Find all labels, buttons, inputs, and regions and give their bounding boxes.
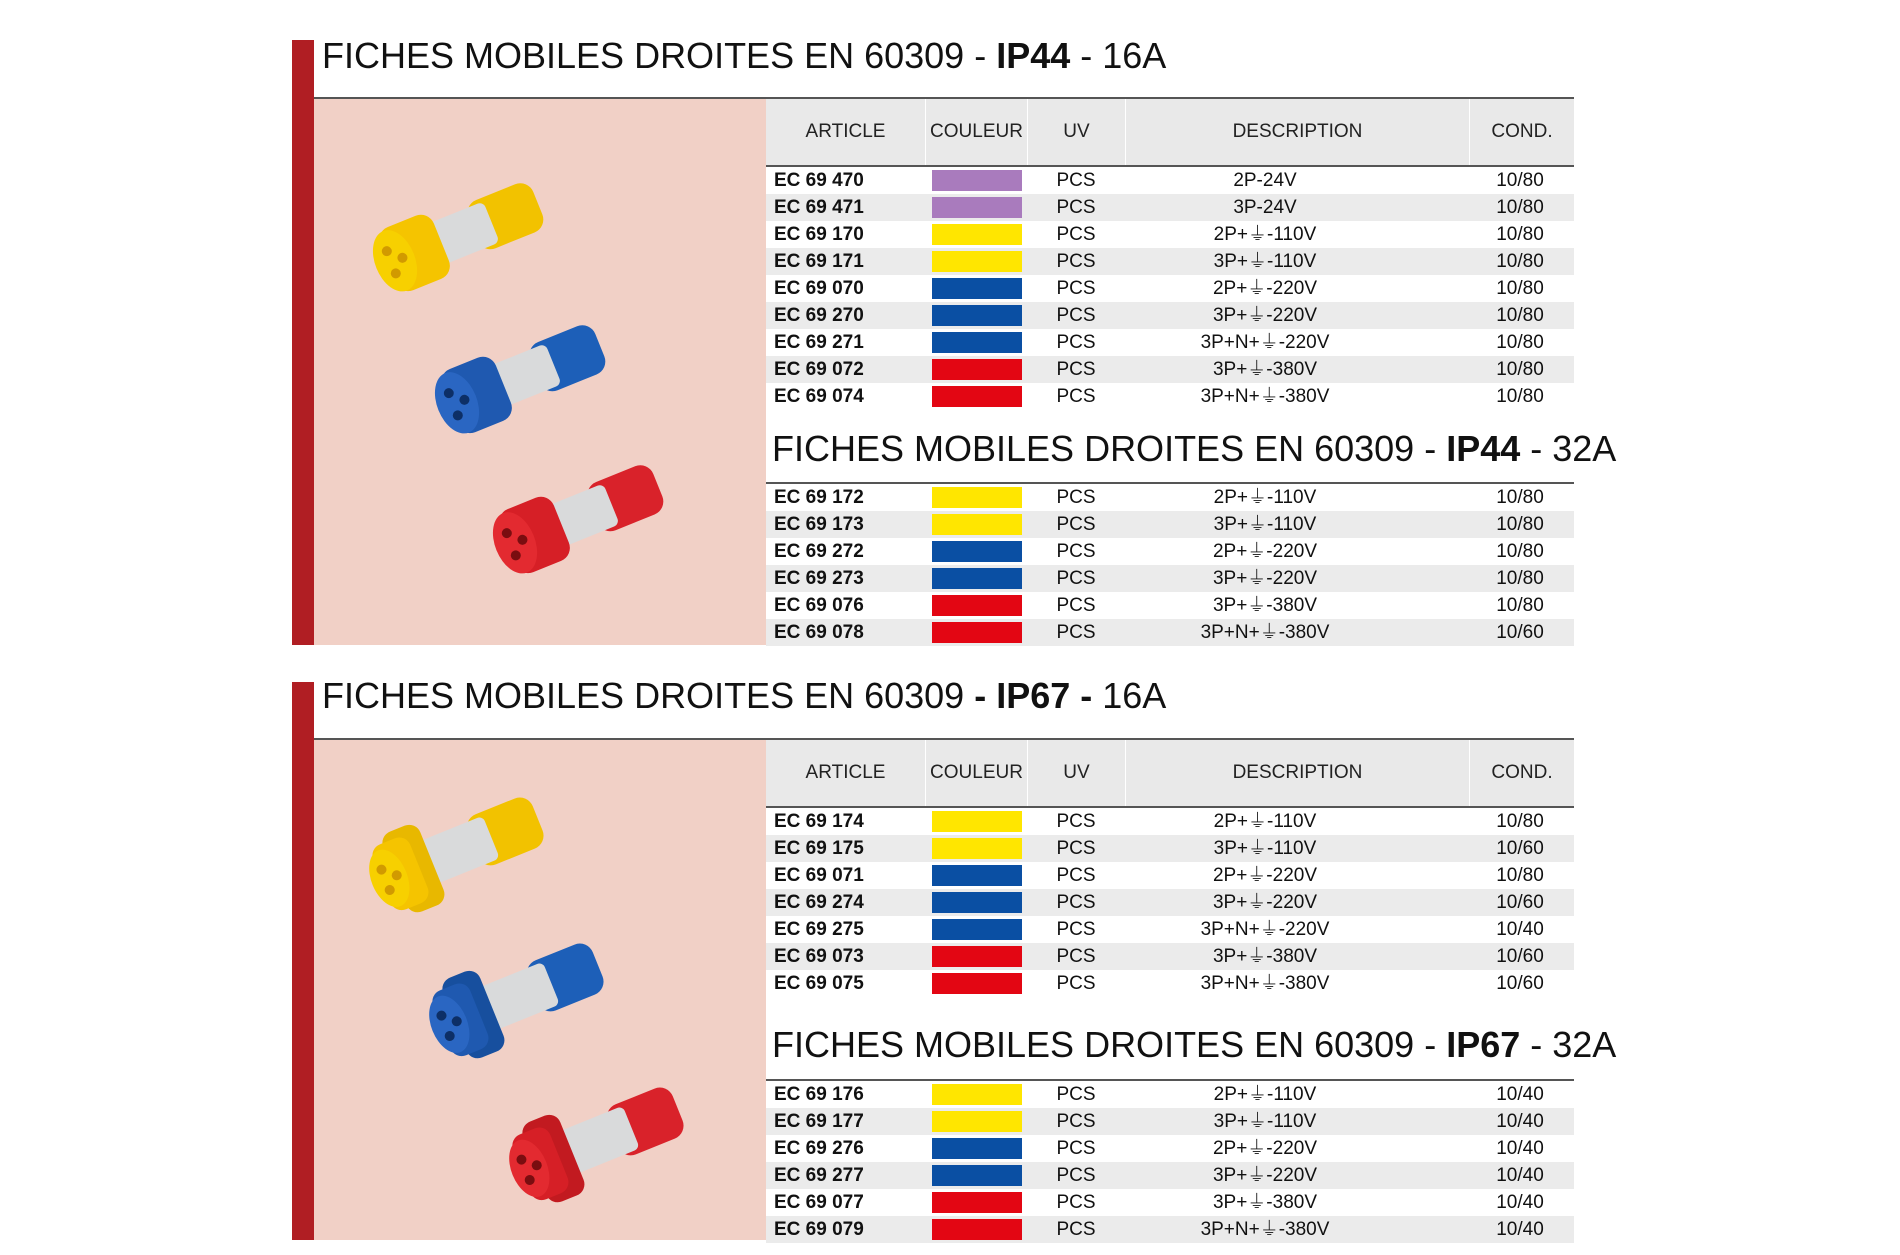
- description-cell: 3P+⏚-220V: [1212, 892, 1318, 913]
- table-row: [766, 329, 1574, 356]
- cond-cell: 10/40: [1496, 919, 1544, 940]
- table-row: [766, 1135, 1574, 1162]
- table-row: [766, 1216, 1574, 1243]
- article-cell: EC 69 073: [774, 946, 864, 967]
- article-cell: EC 69 177: [774, 1111, 864, 1132]
- section-title: [322, 36, 1166, 76]
- article-cell: EC 69 273: [774, 568, 864, 589]
- cond-cell: 10/80: [1496, 332, 1544, 353]
- cond-cell: 10/80: [1496, 224, 1544, 245]
- cond-cell: 10/80: [1496, 487, 1544, 508]
- uv-cell: PCS: [1056, 1219, 1096, 1240]
- cond-cell: 10/80: [1496, 541, 1544, 562]
- header-couleur: COULEUR: [926, 740, 1028, 806]
- uv-cell: PCS: [1056, 1138, 1096, 1159]
- table-row: [766, 275, 1574, 302]
- subtitle-suffix: - 32A: [1520, 1024, 1617, 1065]
- table-header: [766, 99, 1574, 165]
- description-cell: 3P+⏚-380V: [1212, 595, 1318, 616]
- cond-cell: 10/60: [1496, 622, 1544, 643]
- header-uv: UV: [1028, 740, 1126, 806]
- description-cell: 3P+⏚-380V: [1212, 946, 1318, 967]
- color-swatch: [932, 1219, 1022, 1240]
- cond-cell: 10/60: [1496, 838, 1544, 859]
- color-swatch: [932, 386, 1022, 407]
- cond-cell: 10/80: [1496, 811, 1544, 832]
- subsection-title: [772, 1025, 1616, 1065]
- color-swatch: [932, 251, 1022, 272]
- subtitle-text: FICHES MOBILES DROITES EN 60309 -: [772, 428, 1447, 469]
- article-cell: EC 69 271: [774, 332, 864, 353]
- uv-cell: PCS: [1056, 1111, 1096, 1132]
- article-cell: EC 69 076: [774, 595, 864, 616]
- article-cell: EC 69 276: [774, 1138, 864, 1159]
- uv-cell: PCS: [1056, 622, 1096, 643]
- table-row: [766, 619, 1574, 646]
- table-row: [766, 484, 1574, 511]
- table-row: [766, 511, 1574, 538]
- uv-cell: PCS: [1056, 946, 1096, 967]
- description-cell: 3P+N+⏚-380V: [1200, 386, 1330, 407]
- table-row: [766, 943, 1574, 970]
- title-bold: - IP67 -: [974, 675, 1093, 716]
- uv-cell: PCS: [1056, 332, 1096, 353]
- header-cond: COND.: [1491, 121, 1553, 142]
- color-swatch: [932, 919, 1022, 940]
- subsection-title: [772, 429, 1616, 469]
- cond-cell: 10/40: [1496, 1111, 1544, 1132]
- uv-cell: PCS: [1056, 278, 1096, 299]
- title-suffix: 16A: [1092, 675, 1167, 716]
- accent-bar: [292, 682, 314, 1240]
- description-cell: 2P+⏚-110V: [1213, 224, 1317, 245]
- uv-cell: PCS: [1056, 892, 1096, 913]
- title-bold: IP44: [996, 35, 1071, 76]
- color-swatch: [932, 305, 1022, 326]
- description-cell: 3P+⏚-380V: [1212, 1192, 1318, 1213]
- article-cell: EC 69 274: [774, 892, 864, 913]
- table-row: [766, 916, 1574, 943]
- header-description: DESCRIPTION: [1126, 740, 1470, 806]
- subtitle-suffix: - 32A: [1520, 428, 1617, 469]
- uv-cell: PCS: [1056, 487, 1096, 508]
- article-cell: EC 69 275: [774, 919, 864, 940]
- color-swatch: [932, 332, 1022, 353]
- uv-cell: PCS: [1056, 973, 1096, 994]
- article-cell: EC 69 471: [774, 197, 864, 218]
- uv-cell: PCS: [1056, 359, 1096, 380]
- description-cell: 3P+⏚-220V: [1212, 568, 1318, 589]
- cond-cell: 10/60: [1496, 973, 1544, 994]
- subtitle-text: FICHES MOBILES DROITES EN 60309 -: [772, 1024, 1447, 1065]
- table-row: [766, 835, 1574, 862]
- table-row: [766, 248, 1574, 275]
- uv-cell: PCS: [1056, 1165, 1096, 1186]
- cond-cell: 10/40: [1496, 1138, 1544, 1159]
- cond-cell: 10/40: [1496, 1165, 1544, 1186]
- table-row: [766, 808, 1574, 835]
- subtitle-bold: IP44: [1446, 428, 1521, 469]
- article-cell: EC 69 170: [774, 224, 864, 245]
- table-row: [766, 194, 1574, 221]
- cond-cell: 10/80: [1496, 359, 1544, 380]
- header-couleur: COULEUR: [926, 99, 1028, 165]
- description-cell: 2P+⏚-220V: [1212, 1138, 1318, 1159]
- description-cell: 2P+⏚-220V: [1212, 541, 1318, 562]
- description-cell: 3P+⏚-110V: [1213, 838, 1317, 859]
- uv-cell: PCS: [1056, 224, 1096, 245]
- uv-cell: PCS: [1056, 595, 1096, 616]
- color-swatch: [932, 838, 1022, 859]
- description-cell: 2P+⏚-110V: [1213, 811, 1317, 832]
- table-row: [766, 167, 1574, 194]
- product-table: [766, 740, 1617, 1240]
- description-cell: 3P+⏚-110V: [1213, 514, 1317, 535]
- table-row: [766, 862, 1574, 889]
- color-swatch: [932, 514, 1022, 535]
- description-cell: 2P-24V: [1233, 170, 1297, 191]
- description-cell: 2P+⏚-220V: [1212, 278, 1318, 299]
- header-article: ARTICLE: [766, 99, 926, 165]
- header-uv: UV: [1028, 99, 1126, 165]
- description-cell: 3P+⏚-110V: [1213, 251, 1317, 272]
- table-row: [766, 889, 1574, 916]
- article-cell: EC 69 070: [774, 278, 864, 299]
- uv-cell: PCS: [1056, 197, 1096, 218]
- cond-cell: 10/80: [1496, 865, 1544, 886]
- cond-cell: 10/80: [1496, 305, 1544, 326]
- table-row: [766, 1108, 1574, 1135]
- article-cell: EC 69 175: [774, 838, 864, 859]
- cond-cell: 10/80: [1496, 278, 1544, 299]
- cond-cell: 10/40: [1496, 1219, 1544, 1240]
- color-swatch: [932, 224, 1022, 245]
- section-title: [322, 676, 1166, 716]
- color-swatch: [932, 1084, 1022, 1105]
- plug-red-image: [502, 1070, 702, 1210]
- table-row: [766, 1162, 1574, 1189]
- plug-blue-image: [422, 926, 622, 1066]
- table-row: [766, 970, 1574, 997]
- plug-blue-image: [426, 311, 626, 441]
- color-swatch: [932, 595, 1022, 616]
- title-suffix: - 16A: [1070, 35, 1167, 76]
- article-cell: EC 69 072: [774, 359, 864, 380]
- color-swatch: [932, 892, 1022, 913]
- uv-cell: PCS: [1056, 170, 1096, 191]
- article-cell: EC 69 171: [774, 251, 864, 272]
- cond-cell: 10/80: [1496, 170, 1544, 191]
- article-cell: EC 69 078: [774, 622, 864, 643]
- uv-cell: PCS: [1056, 568, 1096, 589]
- color-swatch: [932, 278, 1022, 299]
- uv-cell: PCS: [1056, 386, 1096, 407]
- description-cell: 3P+N+⏚-220V: [1200, 332, 1330, 353]
- cond-cell: 10/60: [1496, 946, 1544, 967]
- uv-cell: PCS: [1056, 251, 1096, 272]
- header-cond: COND.: [1491, 762, 1553, 783]
- color-swatch: [932, 811, 1022, 832]
- color-swatch: [932, 1192, 1022, 1213]
- header-article: ARTICLE: [766, 740, 926, 806]
- color-swatch: [932, 487, 1022, 508]
- cond-cell: 10/80: [1496, 514, 1544, 535]
- table-row: [766, 1081, 1574, 1108]
- color-swatch: [932, 197, 1022, 218]
- accent-bar: [292, 40, 314, 645]
- article-cell: EC 69 470: [774, 170, 864, 191]
- uv-cell: PCS: [1056, 838, 1096, 859]
- uv-cell: PCS: [1056, 541, 1096, 562]
- description-cell: 3P+N+⏚-220V: [1200, 919, 1330, 940]
- description-cell: 3P+N+⏚-380V: [1200, 622, 1330, 643]
- cond-cell: 10/80: [1496, 386, 1544, 407]
- article-cell: EC 69 172: [774, 487, 864, 508]
- description-cell: 3P-24V: [1233, 197, 1297, 218]
- color-swatch: [932, 865, 1022, 886]
- description-cell: 2P+⏚-110V: [1213, 1084, 1317, 1105]
- plug-yellow-image: [362, 780, 562, 920]
- uv-cell: PCS: [1056, 919, 1096, 940]
- header-description: DESCRIPTION: [1126, 99, 1470, 165]
- uv-cell: PCS: [1056, 305, 1096, 326]
- cond-cell: 10/80: [1496, 568, 1544, 589]
- subtitle-bold: IP67: [1446, 1024, 1521, 1065]
- table-row: [766, 302, 1574, 329]
- article-cell: EC 69 173: [774, 514, 864, 535]
- color-swatch: [932, 1111, 1022, 1132]
- table-row: [766, 592, 1574, 619]
- product-image-panel: [314, 99, 766, 645]
- product-image-panel: [314, 740, 766, 1240]
- description-cell: 3P+⏚-220V: [1212, 1165, 1318, 1186]
- article-cell: EC 69 074: [774, 386, 864, 407]
- title-text: FICHES MOBILES DROITES EN 60309 -: [322, 35, 997, 76]
- article-cell: EC 69 079: [774, 1219, 864, 1240]
- cond-cell: 10/40: [1496, 1084, 1544, 1105]
- uv-cell: PCS: [1056, 1084, 1096, 1105]
- article-cell: EC 69 270: [774, 305, 864, 326]
- article-cell: EC 69 077: [774, 1192, 864, 1213]
- description-cell: 2P+⏚-220V: [1212, 865, 1318, 886]
- cond-cell: 10/80: [1496, 197, 1544, 218]
- cond-cell: 10/40: [1496, 1192, 1544, 1213]
- article-cell: EC 69 277: [774, 1165, 864, 1186]
- description-cell: 3P+N+⏚-380V: [1200, 973, 1330, 994]
- cond-cell: 10/80: [1496, 251, 1544, 272]
- color-swatch: [932, 946, 1022, 967]
- table-row: [766, 221, 1574, 248]
- table-row: [766, 538, 1574, 565]
- color-swatch: [932, 541, 1022, 562]
- color-swatch: [932, 622, 1022, 643]
- cond-cell: 10/80: [1496, 595, 1544, 616]
- table-row: [766, 356, 1574, 383]
- uv-cell: PCS: [1056, 1192, 1096, 1213]
- description-cell: 2P+⏚-110V: [1213, 487, 1317, 508]
- article-cell: EC 69 174: [774, 811, 864, 832]
- color-swatch: [932, 170, 1022, 191]
- article-cell: EC 69 075: [774, 973, 864, 994]
- table-header: [766, 740, 1574, 806]
- color-swatch: [932, 973, 1022, 994]
- product-table: [766, 99, 1617, 645]
- description-cell: 3P+N+⏚-380V: [1200, 1219, 1330, 1240]
- cond-cell: 10/60: [1496, 892, 1544, 913]
- color-swatch: [932, 568, 1022, 589]
- title-text: FICHES MOBILES DROITES EN 60309: [322, 675, 975, 716]
- plug-yellow-image: [364, 169, 564, 299]
- article-cell: EC 69 176: [774, 1084, 864, 1105]
- description-cell: 3P+⏚-110V: [1213, 1111, 1317, 1132]
- color-swatch: [932, 1138, 1022, 1159]
- table-row: [766, 1189, 1574, 1216]
- color-swatch: [932, 359, 1022, 380]
- article-cell: EC 69 071: [774, 865, 864, 886]
- plug-red-image: [484, 451, 684, 581]
- article-cell: EC 69 272: [774, 541, 864, 562]
- uv-cell: PCS: [1056, 865, 1096, 886]
- color-swatch: [932, 1165, 1022, 1186]
- description-cell: 3P+⏚-220V: [1212, 305, 1318, 326]
- table-row: [766, 565, 1574, 592]
- uv-cell: PCS: [1056, 811, 1096, 832]
- description-cell: 3P+⏚-380V: [1212, 359, 1318, 380]
- uv-cell: PCS: [1056, 514, 1096, 535]
- table-row: [766, 383, 1574, 410]
